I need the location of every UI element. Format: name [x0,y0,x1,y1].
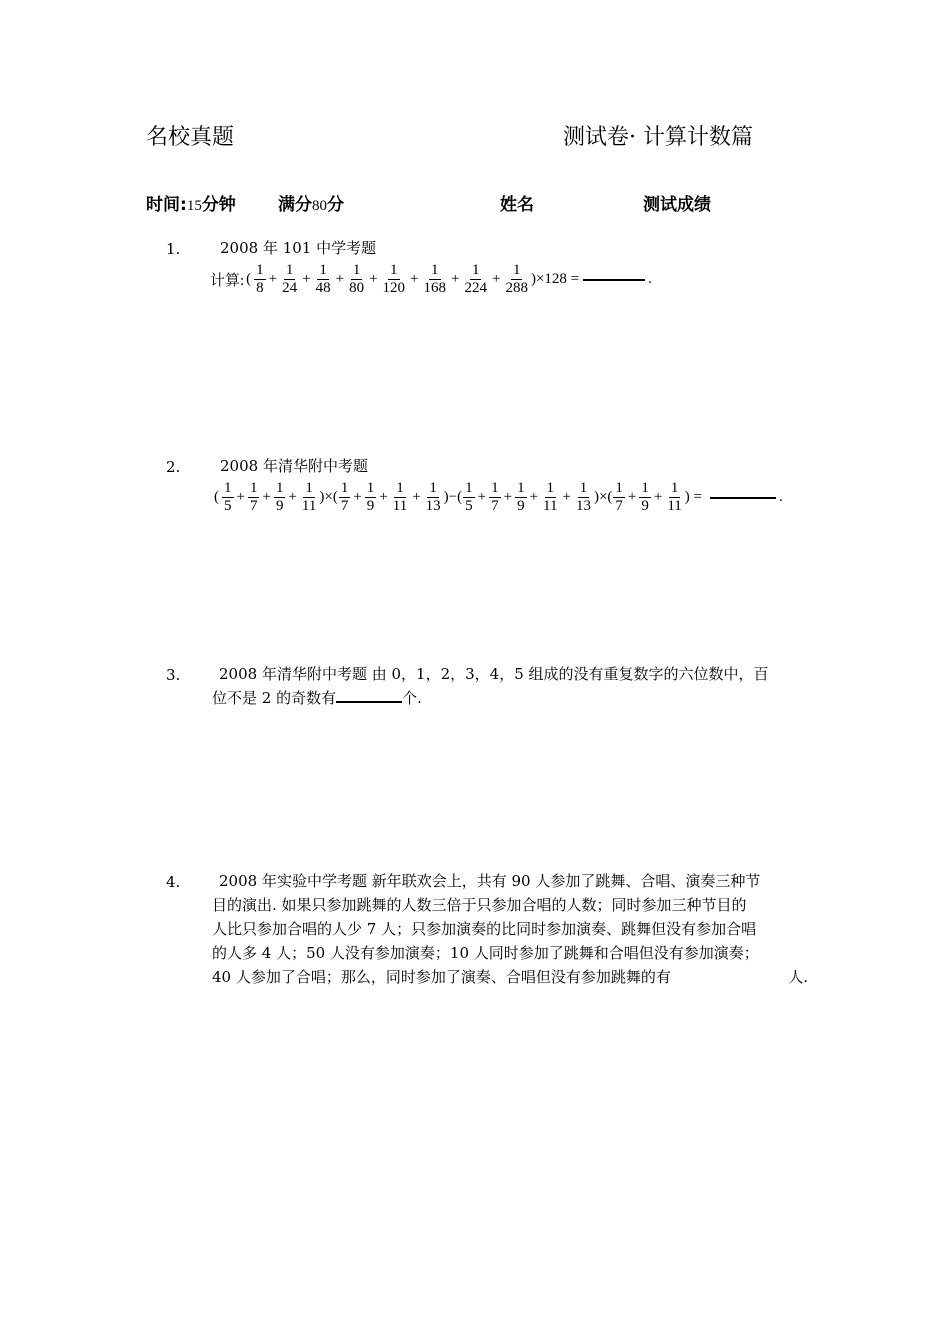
fraction-group-1 [221,480,319,515]
denominator: 7 [615,498,623,514]
open-paren: ( [246,271,252,287]
question-source: 2008 年 101 中学考题 [220,239,377,257]
plus-sign: + [491,271,501,287]
denominator: 13 [425,498,441,514]
fraction [489,480,501,515]
denominator: 9 [366,498,375,514]
time-value: 15 [186,198,202,214]
fraction [300,480,318,515]
line-text-end: 个. [402,689,422,707]
line-text-end: 人. [788,968,808,986]
fraction [248,480,260,515]
numerator: 1 [340,480,349,496]
fraction [280,262,299,297]
plus-sign: + [412,489,421,505]
fraction [424,480,443,515]
plus-sign: + [653,489,663,505]
question-2-expression [212,480,783,515]
score-unit: 分 [327,195,344,215]
numerator: 1 [390,262,398,278]
line-text: 40 人参加了合唱；那么，同时参加了演奏、合唱但没有参加跳舞的有 [212,968,671,986]
fraction [339,480,351,515]
numerator: 1 [352,262,361,278]
numerator: 1 [366,480,375,496]
numerator: 1 [491,480,499,496]
tail: )×128 = [530,271,580,287]
time-label: 时间: [146,195,187,215]
fraction-group-2 [338,480,444,515]
result-label: 测试成绩 [643,195,711,215]
denominator: 7 [491,498,499,514]
fraction [503,262,530,297]
denominator: 80 [349,280,365,296]
equals-sign: ) = [684,489,703,505]
numerator: 1 [512,262,521,278]
denominator: 11 [392,498,408,514]
numerator: 1 [615,480,623,496]
numerator: 1 [319,262,327,278]
denominator: 168 [423,280,447,296]
denominator: 7 [249,498,258,514]
plus-sign: + [288,489,297,505]
question-1-expression [210,262,652,297]
question-4-line-2: 目的演出. 如果只参加跳舞的人数三倍于只参加合唱的人数；同时参加三种节目的 [212,896,747,914]
question-number: 4. [166,873,181,891]
plus-sign: + [302,271,311,287]
numerator: 1 [285,262,294,278]
denominator: 9 [641,498,649,514]
left-title: 名校真题 [146,125,235,150]
question-3-line-2 [212,686,422,710]
denominator: 224 [464,280,487,296]
denominator: 11 [667,498,682,514]
numerator: 1 [641,480,649,496]
plus-sign: + [379,489,388,505]
denominator: 11 [301,498,317,514]
times-sign: )×( [319,489,338,505]
numerator: 1 [224,480,232,496]
question-4-line-5 [212,965,808,989]
denominator: 288 [505,280,528,296]
numerator: 1 [305,480,313,496]
fraction-group [253,262,531,297]
answer-blank[interactable] [336,701,402,703]
numerator: 1 [249,480,258,496]
fraction-group-4 [612,480,684,515]
plus-sign: + [236,489,245,505]
numerator: 1 [396,480,404,496]
times-sign-2: )×( [593,489,613,505]
fraction [515,480,527,515]
fraction [639,480,651,515]
denominator: 9 [275,498,284,514]
numerator: 1 [275,480,284,496]
denominator: 11 [543,498,558,514]
denominator: 5 [465,498,473,514]
fraction [347,262,366,297]
open-paren: ( [214,489,219,505]
fraction [365,480,377,515]
fraction [381,262,408,297]
denominator: 5 [224,498,232,514]
denominator: 120 [382,280,406,296]
fraction [463,480,475,515]
answer-blank[interactable] [710,497,776,499]
fraction [314,262,333,297]
fraction [541,480,559,515]
question-source: 2008 年清华附中考题 [220,457,368,475]
prompt: 计算: [210,273,245,289]
question-3-line-1: 2008 年清华附中考题 由 0，1，2，3，4，5 组成的没有重复数字的六位数中，百 [219,665,769,683]
numerator: 1 [517,480,525,496]
numerator: 1 [256,262,264,278]
plus-sign: + [627,489,637,505]
denominator: 8 [256,280,264,296]
line-text: 位不是 2 的奇数有 [212,689,337,707]
numerator: 1 [465,480,473,496]
question-4-line-1: 2008 年实验中学考题 新年联欢会上，共有 90 人参加了跳舞、合唱、演奏三种节 [219,872,761,890]
fraction [391,480,409,515]
question-number: 2. [166,458,181,476]
time-unit: 分钟 [201,195,236,215]
question-number: 3. [166,666,181,684]
plus-sign: + [353,489,362,505]
plus-sign: + [369,271,378,287]
fraction [274,480,286,515]
end-period: . [779,489,783,505]
question-number: 1. [166,240,181,258]
time-info [146,190,236,215]
plus-sign: + [268,271,278,287]
plus-sign: + [262,489,271,505]
plus-sign: + [503,489,513,505]
fraction-group-3 [462,480,594,515]
plus-sign: + [410,271,419,287]
answer-blank[interactable] [583,279,645,281]
fraction [665,480,683,515]
plus-sign: + [529,489,539,505]
denominator: 48 [315,280,331,296]
right-title: 测试卷· 计算计数篇 [563,125,753,150]
minus-sign: )−( [443,489,463,505]
score-label: 满分 [278,195,312,215]
denominator: 24 [282,280,298,296]
numerator: 1 [431,262,439,278]
score-info [278,190,344,215]
fraction [422,262,449,297]
numerator: 1 [579,480,588,496]
denominator: 13 [575,498,591,514]
plus-sign: + [451,271,460,287]
fraction [222,480,234,515]
name-label: 姓名 [500,195,534,215]
fraction [462,262,489,297]
plus-sign: + [562,489,571,505]
score-value: 80 [312,198,327,214]
denominator: 9 [517,498,525,514]
denominator: 7 [340,498,349,514]
numerator: 1 [429,480,437,496]
fraction [574,480,593,515]
plus-sign: + [477,489,487,505]
numerator: 1 [546,480,554,496]
question-4-line-3: 人比只参加合唱的人少 7 人；只参加演奏的比同时参加演奏、跳舞但没有参加合唱 [212,920,757,938]
question-4-line-4: 的人多 4 人；50 人没有参加演奏；10 人同时参加了跳舞和合唱但没有参加演奏； [212,944,759,962]
numerator: 1 [471,262,480,278]
fraction [613,480,625,515]
numerator: 1 [670,480,679,496]
plus-sign: + [335,271,345,287]
end-period: . [648,271,652,287]
fraction [254,262,266,297]
